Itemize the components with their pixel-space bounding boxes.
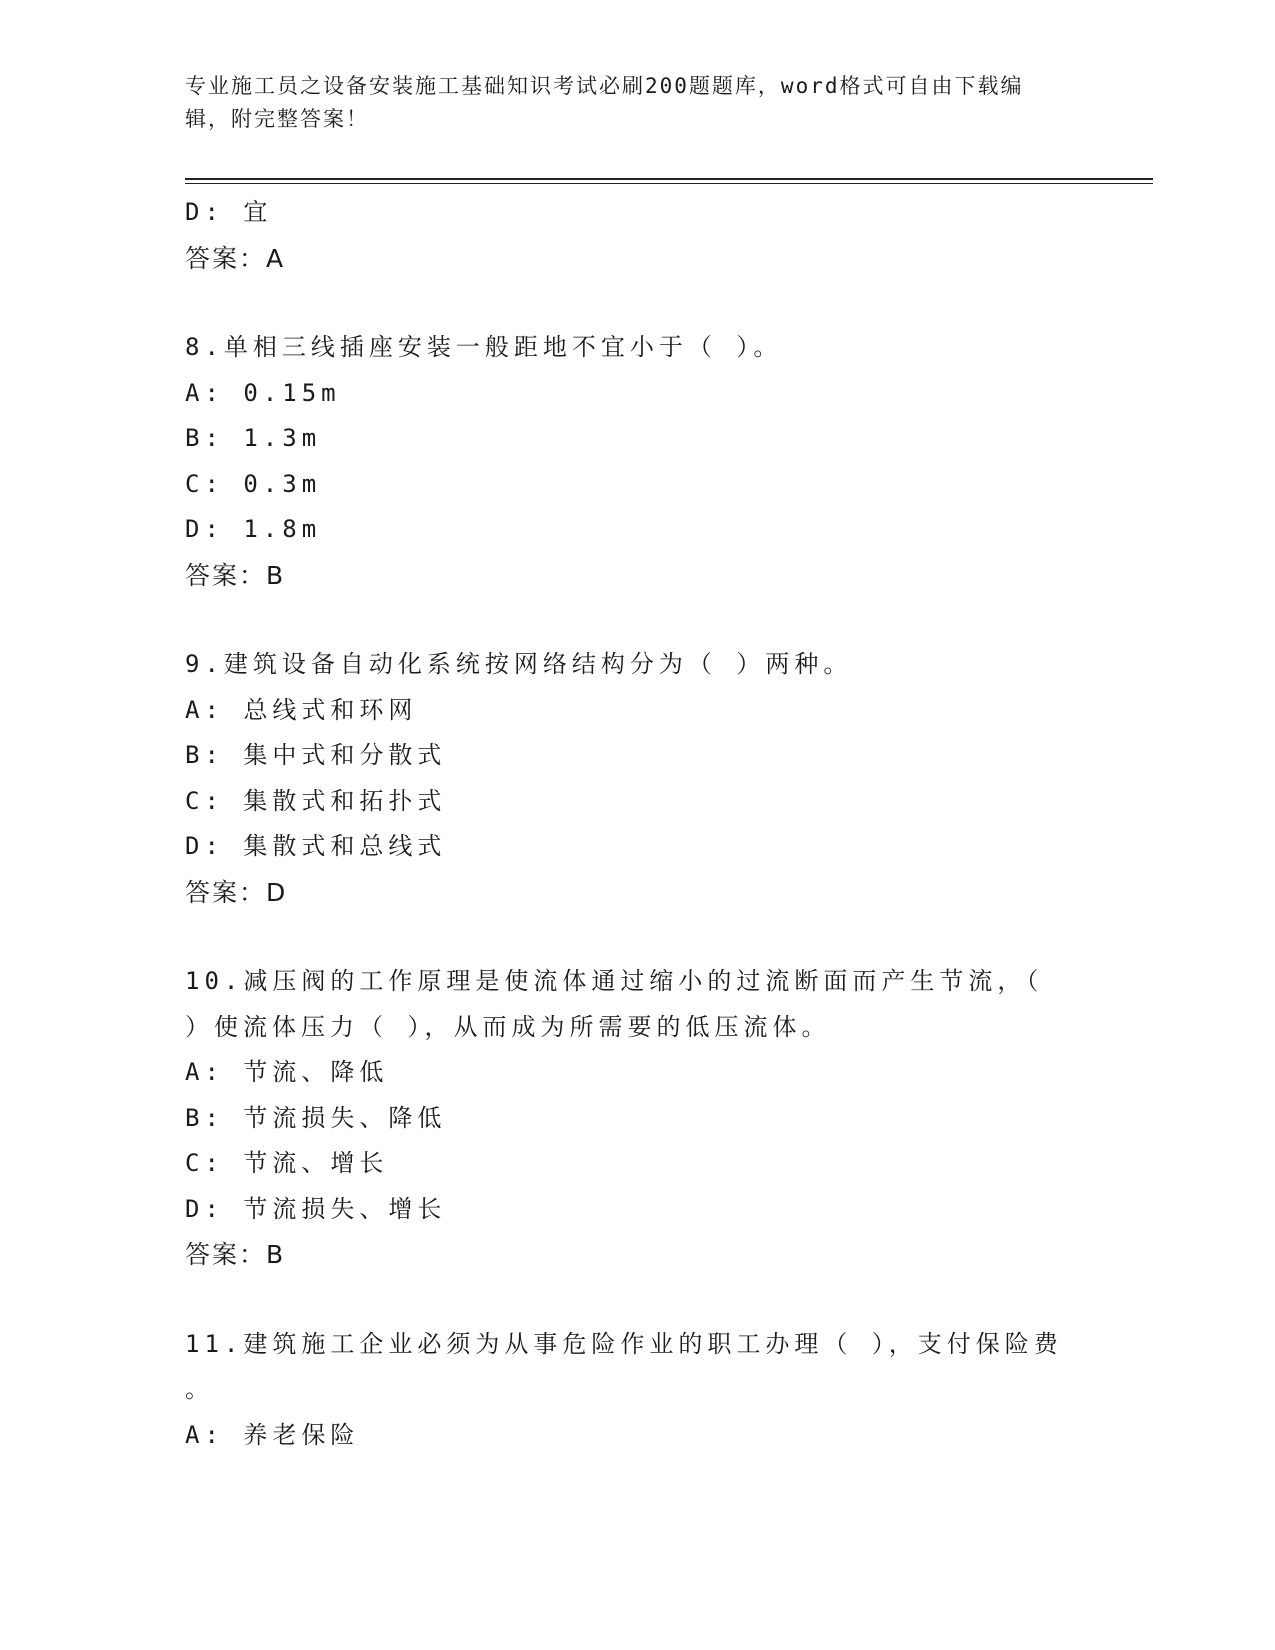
- option-a: A: 养老保险: [185, 1420, 360, 1449]
- question-stem: 9.建筑设备自动化系统按网络结构分为（ ）两种。: [185, 650, 853, 678]
- question-stem-continued: 。: [185, 1375, 214, 1403]
- option-b: B: 节流损失、降低: [185, 1103, 447, 1132]
- option-c: C: 0.3m: [185, 469, 322, 498]
- document-body: [185, 190, 1085, 1458]
- option-c: C: 集散式和拓扑式: [185, 786, 447, 815]
- option-b: B: 1.3m: [185, 424, 322, 452]
- option-d: D: 宜: [185, 198, 273, 226]
- option-a: A: 0.15m: [185, 378, 341, 407]
- question-11: [185, 1322, 1085, 1459]
- answer: 答案：B: [185, 1240, 286, 1269]
- question-stem-continued: ）使流体压力（ ），从而成为所需要的低压流体。: [185, 1012, 831, 1041]
- option-d: D: 节流损失、增长: [185, 1194, 447, 1223]
- previous-question-tail: [185, 190, 1085, 281]
- answer: 答案：A: [185, 243, 286, 273]
- option-a: A: 节流、降低: [185, 1058, 389, 1086]
- question-stem: 11.建筑施工企业必须为从事危险作业的职工办理（ ），支付保险费: [185, 1329, 1063, 1358]
- question-stem: 8.单相三线插座安装一般距地不宜小于（ ）。: [185, 333, 783, 361]
- header-divider-thin: [185, 183, 1153, 184]
- page-header: 专业施工员之设备安装施工基础知识考试必刷200题题库，word格式可自由下载编辑，附完整答案！: [185, 74, 1024, 131]
- question-9: [185, 642, 1085, 915]
- option-b: B: 集中式和分散式: [185, 741, 447, 769]
- option-a: A: 总线式和环网: [185, 695, 418, 724]
- option-d: D: 1.8m: [185, 515, 322, 543]
- question-stem: 10.减压阀的工作原理是使流体通过缩小的过流断面而产生节流，（: [185, 967, 1044, 995]
- header-divider-thick: [185, 178, 1153, 180]
- answer: 答案：B: [185, 560, 286, 590]
- question-10: [185, 959, 1085, 1278]
- option-d: D: 集散式和总线式: [185, 832, 447, 860]
- option-c: C: 节流、增长: [185, 1149, 389, 1177]
- answer: 答案：D: [185, 877, 288, 907]
- question-8: [185, 325, 1085, 598]
